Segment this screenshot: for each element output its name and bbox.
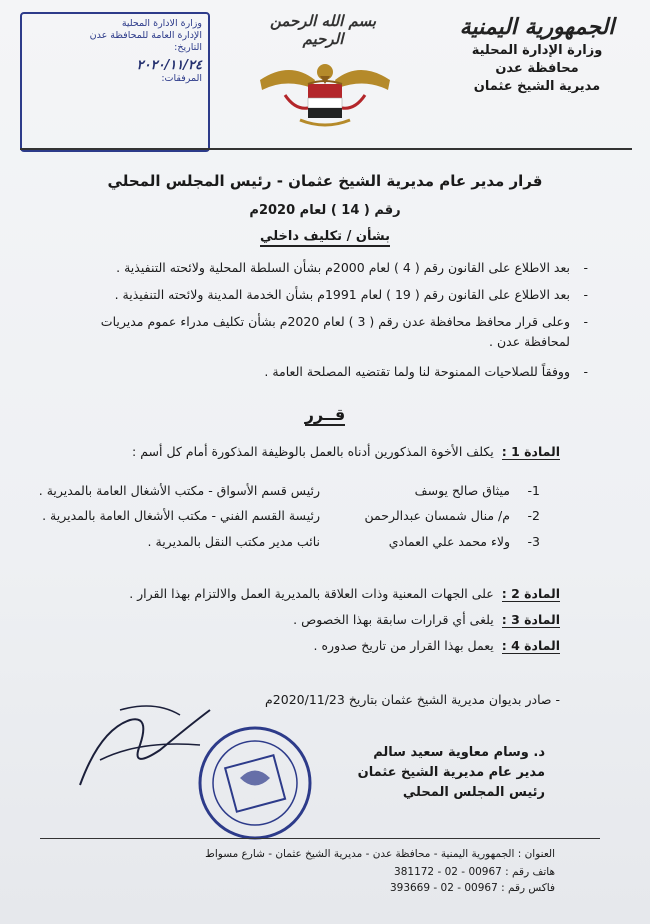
- article-text: يكلف الأخوة المذكورين أدناه بالعمل بالوظيفة المذكورة أمام كل أسم :: [132, 444, 494, 459]
- stamp-line-2: الإدارة العامة للمحافظة عدن: [89, 30, 202, 41]
- assignment-number: 3-: [527, 534, 540, 549]
- basmala: بسم الله الرحمن الرحيم: [269, 12, 377, 48]
- decision-subject: [0, 229, 650, 244]
- assignment-row: [38, 483, 540, 503]
- registration-stamp: [20, 12, 210, 152]
- directorate-name: مديرية الشيخ عثمان: [473, 79, 601, 94]
- preamble-text: وعلى قرار محافظ محافظة عدن رقم ( 3 ) لعام 2020م بشأن تكليف مدراء عموم مديريات لمحافظة عدن .: [100, 314, 570, 349]
- governorate-name: محافظة عدن: [495, 61, 579, 76]
- preamble-item: - وعلى قرار محافظ محافظة عدن رقم ( 3 ) لعام 2020م بشأن تكليف مدراء عموم مديريات لمحافظة عدن .: [100, 314, 588, 349]
- decided-heading: [0, 405, 650, 424]
- preamble-item: - بعد الاطلاع على القانون رقم ( 4 ) لعام 2000م بشأن السلطة المحلية ولائحته التنفيذية .: [116, 260, 588, 275]
- republic-name: الجمهورية اليمنية: [459, 14, 615, 40]
- assignment-name: ولاء محمد علي العمادي: [388, 534, 510, 549]
- letterhead: [452, 14, 622, 94]
- signatory-council: رئيس المجلس المحلي: [402, 785, 545, 800]
- issued-text: صادر بديوان مديرية الشيخ عثمان بتاريخ 2020/11/23م: [265, 692, 552, 707]
- decided-text: قــرر: [304, 405, 346, 424]
- assignment-row: [42, 508, 540, 528]
- preamble-item: - ووفقاً للصلاحيات الممنوحة لنا ولما تقتضيه المصلحة العامة .: [264, 364, 588, 379]
- article-text: يلغى أي قرارات سابقة بهذا الخصوص .: [293, 612, 494, 627]
- footer-fax: فاكس رقم : 00967 - 02 - 393669: [389, 882, 555, 894]
- preamble-item: - بعد الاطلاع على القانون رقم ( 19 ) لعام 1991م بشأن الخدمة المدينة ولائحته التنفيذية .: [114, 287, 588, 302]
- article-2: [40, 586, 560, 601]
- assignment-row: [60, 534, 540, 554]
- signatory-title: مدير عام مديرية الشيخ عثمان: [357, 765, 545, 780]
- assignment-number: 2-: [527, 508, 540, 523]
- footer-divider: [40, 838, 600, 839]
- assignment-name: ميثاق صالح يوسف: [414, 483, 510, 498]
- article-text: على الجهات المعنية وذات العلاقة بالمديرية العمل والالتزام بهذا القرار .: [129, 586, 494, 601]
- assignment-job: رئيسة القسم الفني - مكتب الأشغال العامة بالمديرية .: [42, 508, 320, 523]
- stamp-line-3: التاريخ:: [174, 42, 202, 53]
- article-1: [40, 444, 560, 459]
- preamble-text: ووفقاً للصلاحيات الممنوحة لنا ولما تقتضيه المصلحة العامة .: [264, 364, 570, 379]
- article-label: المادة 2 :: [501, 586, 560, 601]
- eagle-emblem-icon: [250, 50, 400, 135]
- assignment-job: نائب مدير مكتب النقل بالمديرية .: [147, 534, 320, 549]
- article-label: المادة 4 :: [501, 638, 560, 653]
- article-3: [40, 612, 560, 627]
- assignment-number: 1-: [527, 483, 540, 498]
- preamble-text: بعد الاطلاع على القانون رقم ( 19 ) لعام 1991م بشأن الخدمة المدينة ولائحته التنفيذية .: [114, 287, 570, 302]
- article-4: [40, 638, 560, 653]
- subject-text: بشأن / تكليف داخلي: [260, 229, 390, 247]
- signature-block: [358, 743, 545, 803]
- stamp-line-1: وزارة الادارة المحلية: [121, 18, 202, 29]
- ministry-name: وزارة الإدارة المحلية: [471, 43, 603, 58]
- stamp-line-4: المرفقات:: [161, 73, 202, 84]
- stamp-date: ٢٠٢٠/١١/٢٤: [136, 58, 202, 73]
- footer-phone: هاتف رقم : 00967 - 02 - 381172: [394, 866, 555, 878]
- decision-number: رقم ( 14 ) لعام 2020م: [249, 203, 401, 218]
- article-label: المادة 1 :: [501, 444, 560, 459]
- article-text: يعمل بهذا القرار من تاريخ صدوره .: [313, 638, 494, 653]
- header-divider: [20, 148, 632, 150]
- preamble-text: بعد الاطلاع على القانون رقم ( 4 ) لعام 2000م بشأن السلطة المحلية ولائحته التنفيذية .: [116, 260, 570, 275]
- assignment-name: م/ منال شمسان عبدالرحمن: [364, 508, 510, 523]
- issued-line: - صادر بديوان مديرية الشيخ عثمان بتاريخ 2020/11/23م: [265, 692, 560, 707]
- article-label: المادة 3 :: [501, 612, 560, 627]
- assignment-job: رئيس قسم الأسواق - مكتب الأشغال العامة بالمديرية .: [38, 483, 320, 498]
- footer-address: العنوان : الجمهورية اليمنية - محافظة عدن - مديرية الشيخ عثمان - شارع مسواط: [205, 848, 555, 860]
- signatory-name: د. وسام معاوية سعيد سالم: [373, 745, 545, 760]
- decision-title: قرار مدير عام مديرية الشيخ عثمان - رئيس المجلس المحلي: [107, 172, 543, 190]
- official-seal-icon: [195, 723, 315, 843]
